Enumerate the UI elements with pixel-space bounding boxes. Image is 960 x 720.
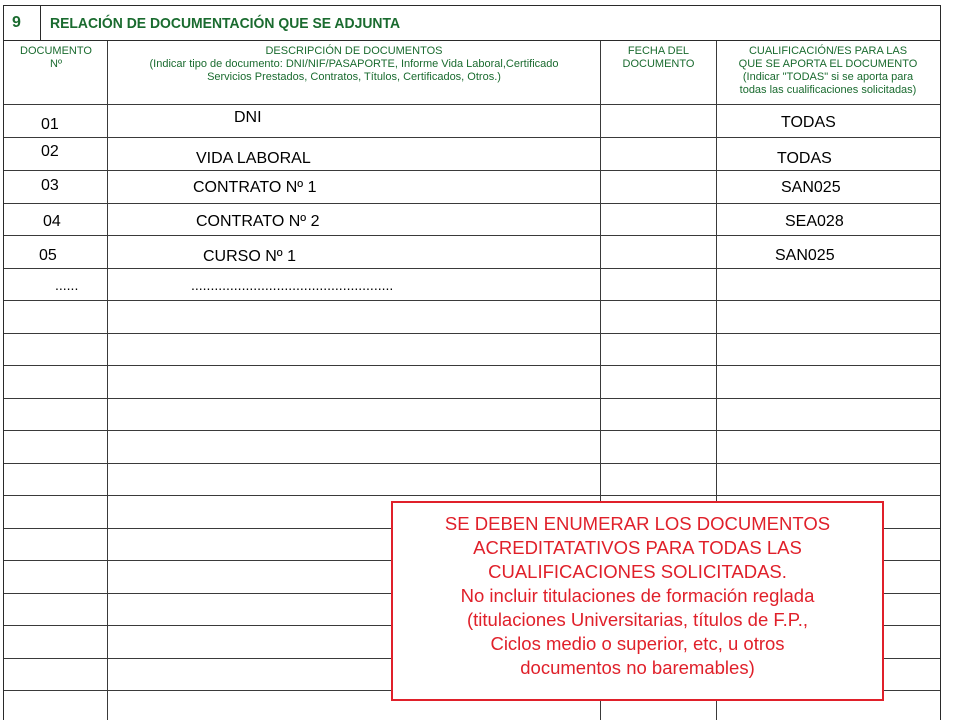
note-line: CUALIFICACIONES SOLICITADAS. xyxy=(488,561,787,582)
continuation-description: .................................................... xyxy=(191,277,394,293)
row-divider xyxy=(4,430,940,431)
row-1-number: 01 xyxy=(41,116,59,133)
row-divider xyxy=(4,268,940,269)
row-divider xyxy=(4,300,940,301)
section-number: 9 xyxy=(4,6,41,40)
header-line: todas las cualificaciones solicitadas) xyxy=(739,84,917,96)
instruction-note xyxy=(391,501,884,701)
row-divider xyxy=(4,398,940,399)
row-4-number: 04 xyxy=(43,213,61,230)
row-divider xyxy=(4,203,940,204)
row-3-qualification: SAN025 xyxy=(781,179,841,196)
column-divider xyxy=(107,41,108,720)
header-line: QUE SE APORTA EL DOCUMENTO xyxy=(738,58,918,70)
row-divider xyxy=(4,170,940,171)
row-divider xyxy=(4,463,940,464)
note-line: (titulaciones Universitarias, títulos de F.P., xyxy=(466,609,809,630)
note-line: No incluir titulaciones de formación reglada xyxy=(460,585,815,606)
note-line: SE DEBEN ENUMERAR LOS DOCUMENTOS xyxy=(444,513,831,534)
header-qualification xyxy=(717,45,939,97)
header-line: (Indicar "TODAS" si se aporta para xyxy=(742,71,914,83)
header-line: Servicios Prestados, Contratos, Títulos, Certificados, Otros.) xyxy=(207,71,501,83)
row-5-number: 05 xyxy=(39,247,57,264)
continuation-number: ...... xyxy=(55,277,79,293)
row-1-qualification: TODAS xyxy=(781,114,836,131)
row-2-description: VIDA LABORAL xyxy=(196,150,311,167)
header-line: CUALIFICACIÓN/ES PARA LAS xyxy=(748,45,908,57)
row-divider xyxy=(4,365,940,366)
row-4-qualification: SEA028 xyxy=(785,213,844,230)
row-1-description: DNI xyxy=(234,109,262,126)
header-line: FECHA DEL xyxy=(627,45,690,57)
section-title: RELACIÓN DE DOCUMENTACIÓN QUE SE ADJUNTA xyxy=(50,15,401,32)
row-5-description: CURSO Nº 1 xyxy=(203,248,296,265)
row-2-qualification: TODAS xyxy=(777,150,832,167)
header-line: DOCUMENTO xyxy=(622,58,695,70)
row-divider xyxy=(4,333,940,334)
row-3-number: 03 xyxy=(41,177,59,194)
row-2-number: 02 xyxy=(41,143,59,160)
row-divider xyxy=(4,235,940,236)
header-line: DOCUMENTO xyxy=(20,45,92,57)
note-line: ACREDITATATIVOS PARA TODAS LAS xyxy=(473,537,802,558)
section-title-row xyxy=(4,6,940,41)
note-line: documentos no baremables) xyxy=(520,657,755,678)
row-3-description: CONTRATO Nº 1 xyxy=(193,179,317,196)
header-line: (Indicar tipo de documento: DNI/NIF/PASAPORTE, Informe Vida Laboral,Certificado xyxy=(149,58,559,70)
row-divider xyxy=(4,495,940,496)
row-5-qualification: SAN025 xyxy=(775,247,835,264)
header-line: DESCRIPCIÓN DE DOCUMENTOS xyxy=(265,45,443,57)
header-document-date xyxy=(601,45,716,71)
row-divider xyxy=(4,104,940,105)
header-document-number xyxy=(8,45,104,71)
row-4-description: CONTRATO Nº 2 xyxy=(196,213,320,230)
header-description xyxy=(108,45,600,84)
note-line: Ciclos medio o superior, etc, u otros xyxy=(490,633,785,654)
header-line: Nº xyxy=(50,58,62,70)
row-divider xyxy=(4,137,940,138)
